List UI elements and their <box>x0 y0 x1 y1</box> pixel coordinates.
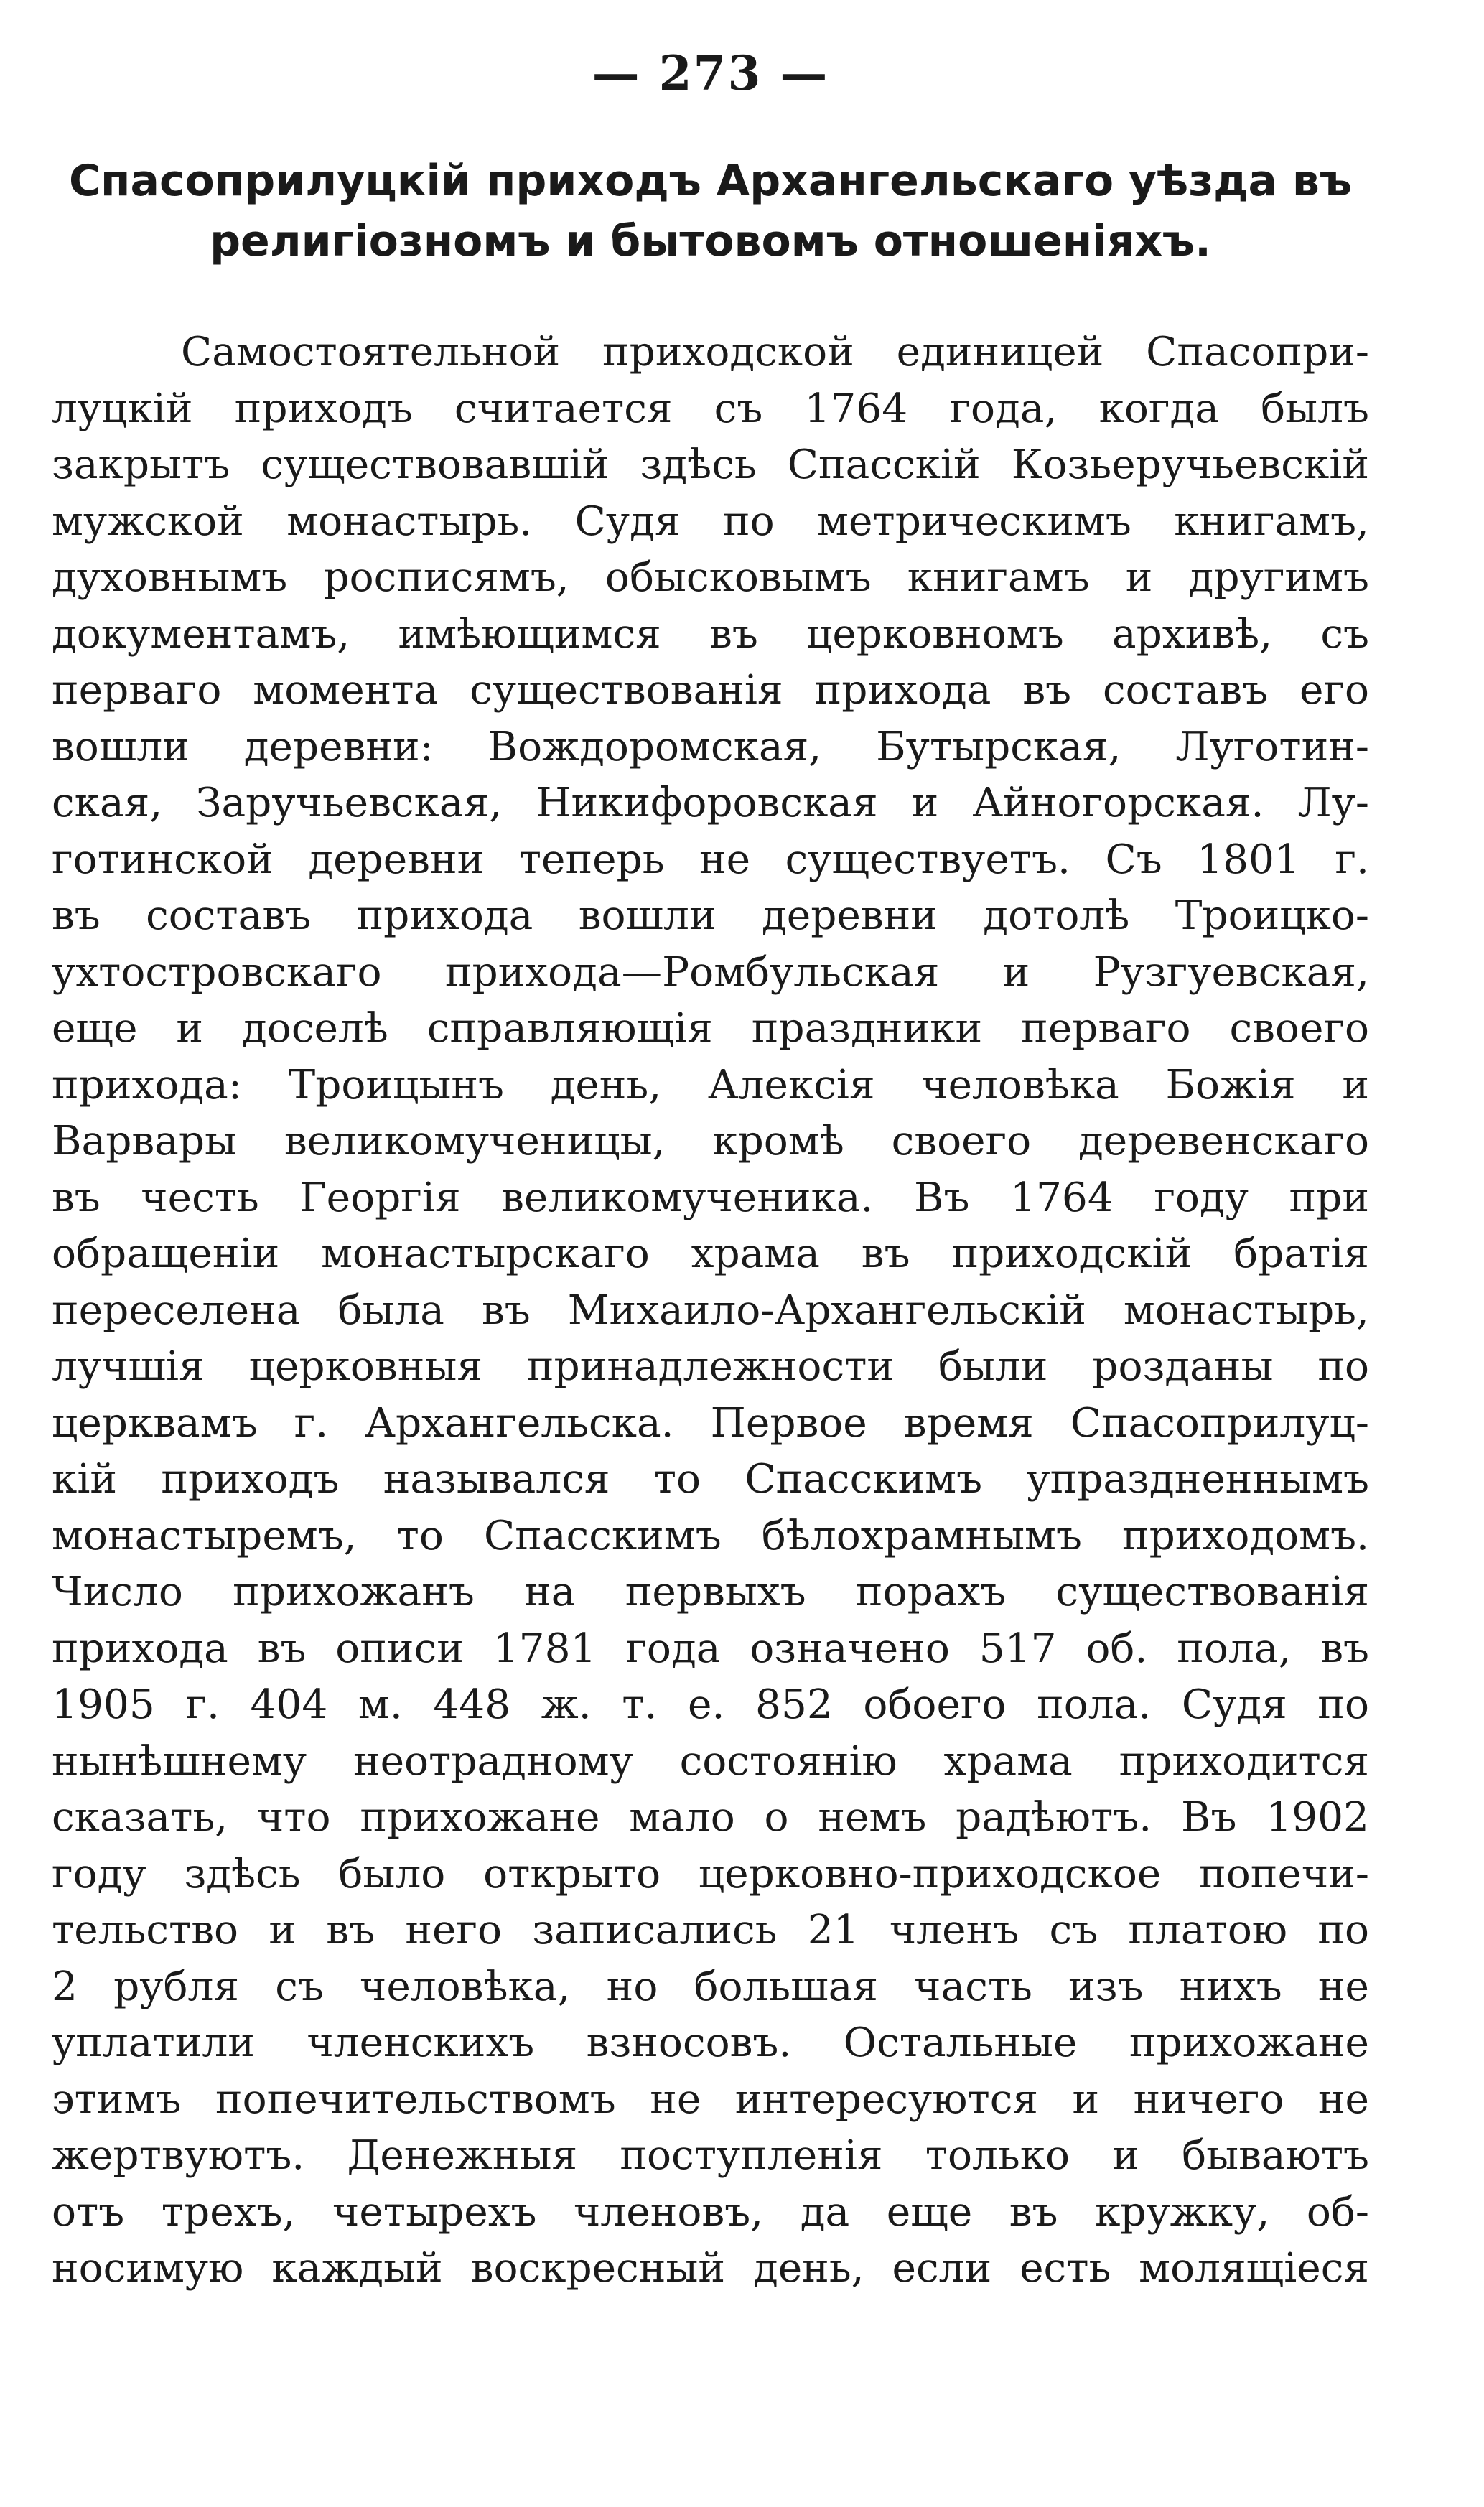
text-line: кій приходъ назывался то Спасскимъ упраздненнымъ <box>52 1456 1369 1503</box>
text-line: жертвуютъ. Денежныя поступленія только и бываютъ <box>52 2132 1369 2179</box>
text-line: луцкій приходъ считается съ 1764 года, когда былъ <box>52 385 1369 432</box>
text-line: 1905 г. 404 м. 448 ж. т. е. 852 обоего пола. Судя по <box>52 1681 1369 1728</box>
text-line: прихода въ описи 1781 года означено 517 об. пола, въ <box>52 1625 1369 1672</box>
text-line: уплатили членскихъ взносовъ. Остальные прихожане <box>52 2020 1369 2066</box>
text-line: мужской монастырь. Судя по метрическимъ книгамъ, <box>52 498 1369 545</box>
text-line: перваго момента существованія прихода въ составъ его <box>52 667 1369 714</box>
text-line: въ честь Георгія великомученика. Въ 1764 году при <box>52 1174 1369 1221</box>
page-number: — 273 — <box>592 45 829 101</box>
text-line: прихода: Троицынъ день, Алексія человѣка Божія и <box>52 1061 1369 1108</box>
text-line: Самостоятельной приходской единицей Спасопри- <box>181 329 1369 375</box>
text-line: году здѣсь было открыто церковно-приходское попечи- <box>52 1850 1369 1897</box>
text-line: тельство и въ него записались 21 членъ съ платою по <box>52 1907 1369 1953</box>
text-line: Число прихожанъ на первыхъ порахъ существованія <box>52 1569 1369 1615</box>
text-line: лучшія церковныя принадлежности были розданы по <box>52 1343 1369 1390</box>
text-line: обращеніи монастырскаго храма въ приходскій братія <box>52 1231 1369 1277</box>
text-line: закрытъ существовавшій здѣсь Спасскій Козьеручьевскій <box>52 442 1369 488</box>
text-line: этимъ попечительствомъ не интересуются и ничего не <box>52 2076 1369 2123</box>
text-line: носимую каждый воскресный день, если есть молящіеся <box>52 2245 1369 2292</box>
title-line-2: религіозномъ и бытовомъ отношеніяхъ. <box>210 216 1211 266</box>
text-line: нынѣшнему неотрадному состоянію храма приходится <box>52 1737 1369 1785</box>
text-line: отъ трехъ, четырехъ членовъ, да еще въ кружку, об- <box>52 2188 1369 2236</box>
text-line: ская, Заручьевская, Никифоровская и Айногорская. Лу- <box>52 780 1369 826</box>
text-line: въ составъ прихода вошли деревни дотолѣ Троицко- <box>52 892 1369 939</box>
text-line: монастыремъ, то Спасскимъ бѣлохрамнымъ приходомъ. <box>52 1512 1369 1559</box>
text-line: еще и доселѣ справляющія праздники перваго своего <box>52 1005 1369 1052</box>
text-line: сказать, что прихожане мало о немъ радѣютъ. Въ 1902 <box>52 1794 1369 1841</box>
text-line: 2 рубля съ человѣка, но большая часть изъ нихъ не <box>52 1963 1369 2010</box>
text-line: Варвары великомученицы, кромѣ своего деревенскаго <box>52 1118 1369 1164</box>
text-line: документамъ, имѣющимся въ церковномъ архивѣ, съ <box>52 610 1369 658</box>
title-line-1: Спасоприлуцкій приходъ Архангельскаго уѣзда въ <box>69 156 1352 206</box>
text-line: готинской деревни теперь не существуетъ. Съ 1801 г. <box>52 836 1369 883</box>
body-paragraph <box>52 325 1369 2297</box>
text-line: церквамъ г. Архангельска. Первое время Спасоприлуц- <box>52 1399 1369 1447</box>
text-line: вошли деревни: Вождоромская, Бутырская, Луготин- <box>52 723 1369 770</box>
article-title <box>52 151 1369 271</box>
text-line: ухтостровскаго прихода—Ромбульская и Рузгуевская, <box>52 948 1369 996</box>
text-line: духовнымъ росписямъ, обысковымъ книгамъ и другимъ <box>52 554 1369 601</box>
text-line: переселена была въ Михаило-Архангельскій монастырь, <box>52 1287 1369 1334</box>
